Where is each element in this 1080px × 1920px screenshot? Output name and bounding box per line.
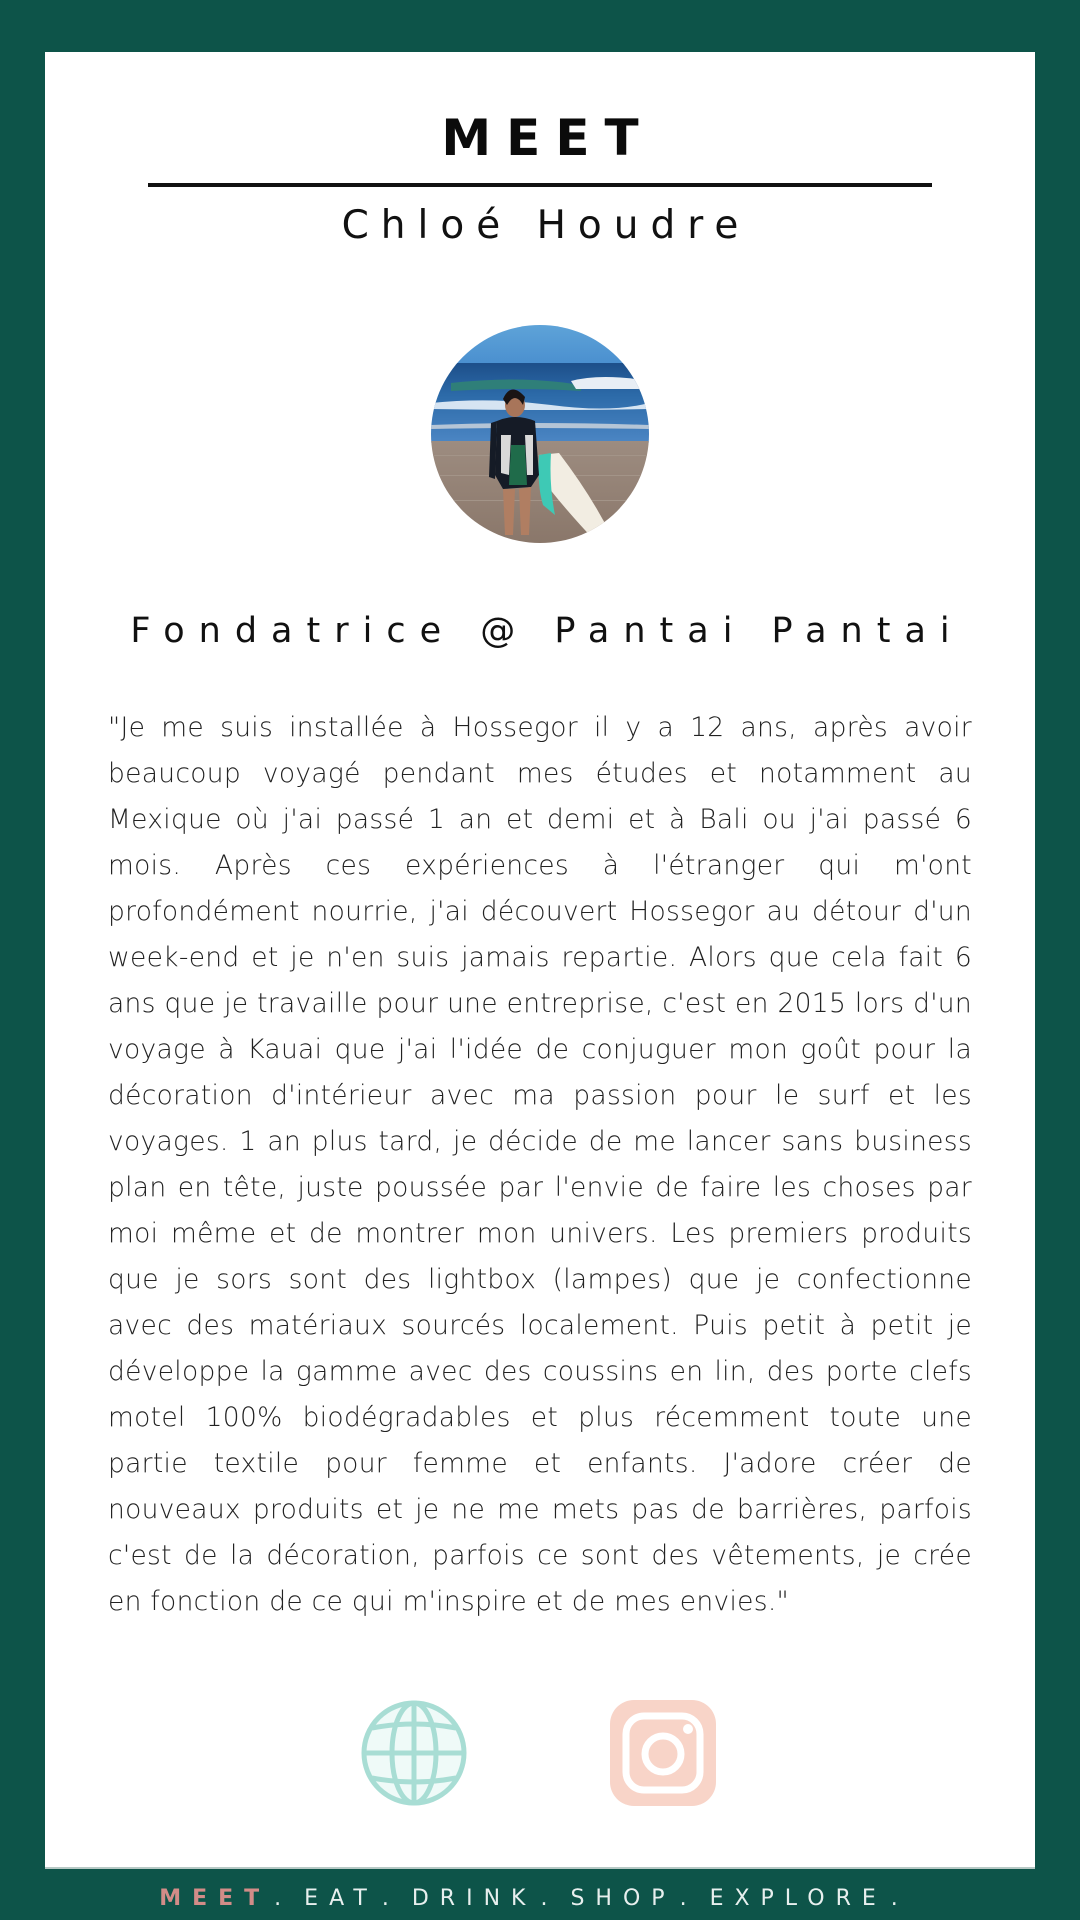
- beach-photo-illustration: [431, 325, 649, 543]
- nav-item-shop[interactable]: SHOP: [570, 1885, 676, 1911]
- footer-nav: [0, 1878, 1080, 1918]
- nav-item-drink[interactable]: DRINK: [411, 1885, 537, 1911]
- title-divider: [148, 183, 932, 187]
- card-bottom-edge: [45, 1867, 1035, 1869]
- profile-photo: [431, 325, 649, 543]
- nav-item-eat[interactable]: EAT: [304, 1885, 378, 1911]
- nav-separator: .: [890, 1885, 909, 1911]
- nav-item-meet[interactable]: MEET: [159, 1885, 271, 1911]
- nav-separator: .: [679, 1885, 698, 1911]
- page-title: MEET: [441, 109, 654, 167]
- nav-separator: .: [274, 1885, 293, 1911]
- instagram-icon: [608, 1698, 718, 1808]
- role-title: Fondatrice @ Pantai Pantai: [130, 611, 964, 651]
- person-name: Chloé Houdre: [341, 203, 751, 248]
- globe-icon: [360, 1698, 468, 1808]
- nav-item-explore[interactable]: EXPLORE: [709, 1885, 887, 1911]
- bio-quote: "Je me suis installée à Hossegor il y a 12 ans, après avoir beaucoup voyagé pendant mes études et notamment au Mexique où j'ai passé 1 an et demi et à Bali ou j'ai passé 6 mois. Après ces expériences à l'étranger qui m'ont profondément nourrie, j'ai découvert Hossegor au détour d'un week-end et je n'en suis jamais repartie. Alors que cela fait 6 ans que je travaille pour une entreprise, c'est en 2015 lors d'un voyage à Kauai que j'ai l'idée de conjuguer mon goût pour la décoration d'intérieur avec ma passion pour le surf et les voyages. 1 an plus tard, je décide de me lancer sans business plan en tête, juste poussée par l'envie de faire les choses par moi même et de montrer mon univers. Les premiers produits que je sors sont des lightbox (lampes) que je confectionne avec des matériaux sourcés localement. Puis petit à petit je développe la gamme avec des coussins en lin, des porte clefs motel 100% biodégradables et plus récemment toute une partie textile pour femme et enfants. J'adore créer de nouveaux produits et je ne me mets pas de barrières, parfois c'est de la décoration, parfois ce sont des vêtements, je crée en fonction de ce qui m'inspire et de mes envies.": [108, 712, 972, 1617]
- instagram-link[interactable]: [608, 1698, 718, 1808]
- nav-separator: .: [381, 1885, 400, 1911]
- website-link[interactable]: [360, 1698, 468, 1808]
- nav-separator: .: [540, 1885, 559, 1911]
